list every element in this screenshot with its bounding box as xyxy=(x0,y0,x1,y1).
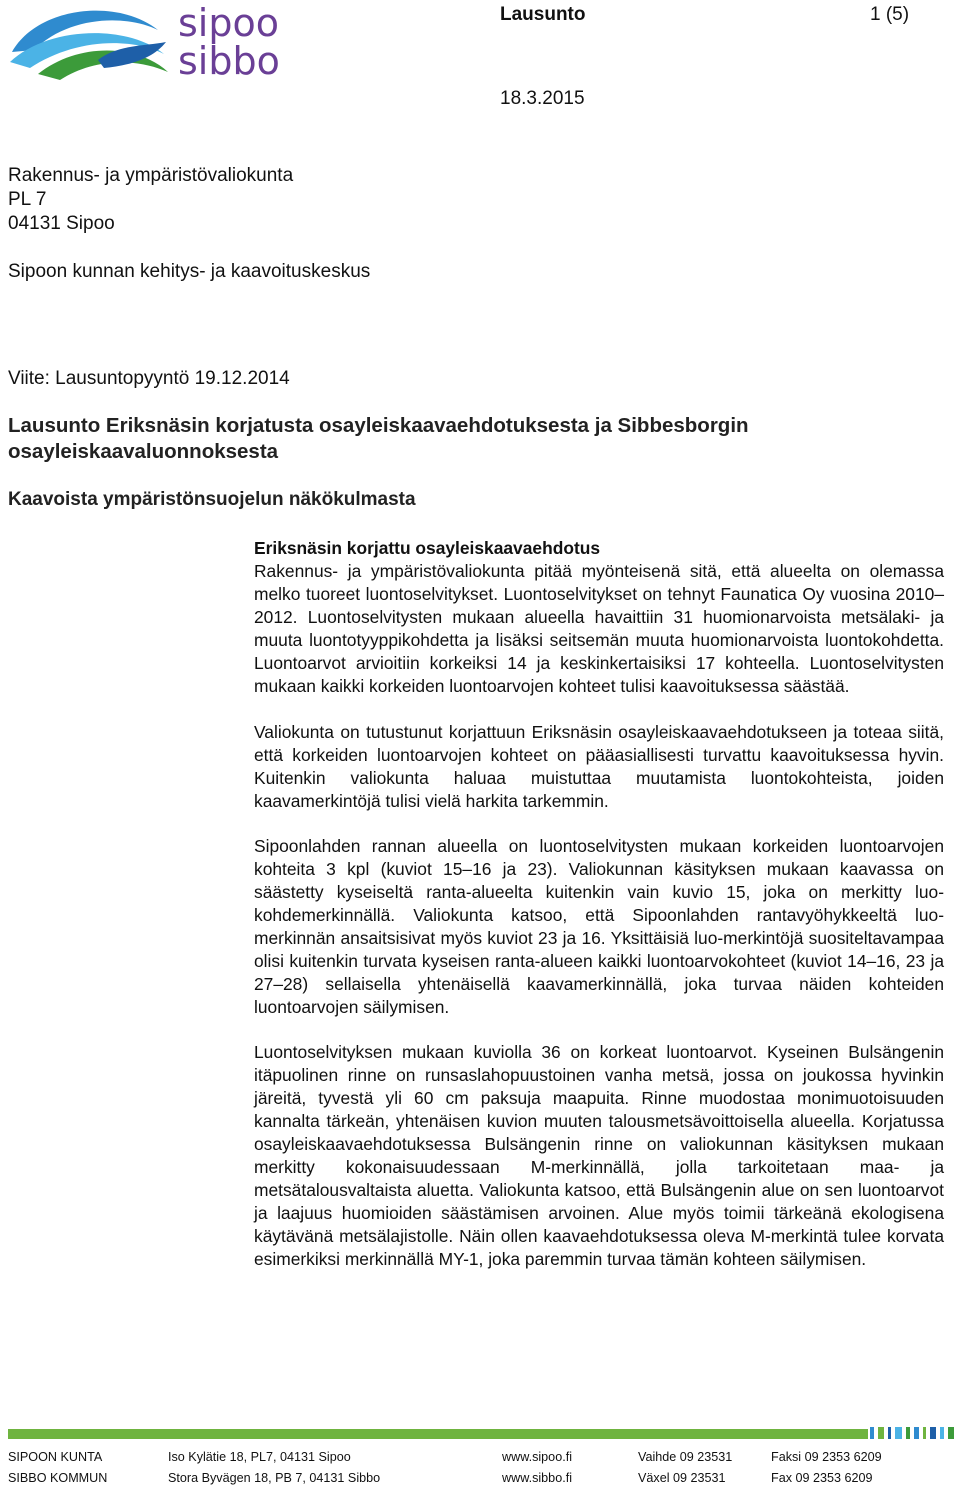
logo-wave-icon xyxy=(8,2,178,84)
recipient-po-box: PL 7 xyxy=(8,189,47,210)
document-title xyxy=(8,413,948,465)
footer-org-fi: SIPOON KUNTA xyxy=(8,1450,103,1464)
page-number: 1 (5) xyxy=(870,4,910,25)
paragraph-2: Valiokunta on tutustunut korjattuun Eriksnäsin osayleiskaavaehdotukseen ja toteaa siitä, että korkeiden luontoarvojen kohteet on pääasiallisesti turvattu kaavoituksessa hyvin. Kuitenkin valiokunta haluaa muistuttaa muutamista luontokohteista, joiden kaavamerkintöjä tulisi vielä harkita tarkemmin. xyxy=(254,722,944,811)
footer-address-fi: Iso Kylätie 18, PL7, 04131 Sipoo xyxy=(168,1450,351,1464)
footer-fax-sv: Fax 09 2353 6209 xyxy=(771,1471,873,1485)
footer-fax-fi: Faksi 09 2353 6209 xyxy=(771,1450,882,1464)
footer-stripe xyxy=(8,1426,954,1438)
section-body xyxy=(254,537,944,1271)
section-heading: Eriksnäsin korjattu osayleiskaavaehdotus xyxy=(254,538,601,558)
footer-phone-fi: Vaihde 09 23531 xyxy=(638,1450,733,1464)
footer-org-sv: SIBBO KOMMUN xyxy=(8,1471,108,1485)
footer-row-swedish xyxy=(8,1471,958,1489)
logo-text-sibbo: sibbo xyxy=(178,39,280,83)
title-line-1: Lausunto Eriksnäsin korjatusta osayleiskaavaehdotuksesta ja Sibbesborgin xyxy=(8,414,749,437)
recipient-unit: Sipoon kunnan kehitys- ja kaavoituskeskus xyxy=(8,261,371,282)
title-line-2: osayleiskaavaluonnoksesta xyxy=(8,440,279,463)
sipoo-sibbo-logo xyxy=(8,2,288,84)
footer-row-finnish xyxy=(8,1450,958,1468)
footer-web-fi[interactable]: www.sipoo.fi xyxy=(502,1450,572,1464)
paragraph-4: Luontoselvityksen mukaan kuviolla 36 on korkeat luontoarvot. Kyseinen Bulsängenin itäpuolinen rinne on runsaslahopuustoinen vanha metsä, jossa on joukossa hyvinkin järeitä, tyvestä yli 60 cm paksuja maapuita. Rinne muodostaa monimuotoisuuden kannalta tärkeän, yhtenäisen kuvion muuten talousmetsävoittoisella alueella. Korjatussa osayleiskaavaehdotuksessa Bulsängenin rinne on valiokunnan käsityksen mukaan merkitty kokonaisuudessaan M-merkinnällä, jolla tarkoitetaan maa- ja metsätalousvaltaista aluetta. Valiokunta katsoo, että Bulsängenin alue on sen luontoarvot ja laajuus huomioiden säästämisen arvoinen. Alue myös toimii tärkeänä ekologisena käytävänä metsälajistolle. Näin ollen kaavaehdotuksessa oleva M-merkintä tulee korvata esimerkiksi merkinnällä MY-1, joka paremmin turvaa tämän kohteen säilymisen. xyxy=(254,1042,944,1269)
logo-text-sipoo: sipoo xyxy=(178,1,279,45)
footer-web-sv[interactable]: www.sibbo.fi xyxy=(502,1471,572,1485)
document-subtitle: Kaavoista ympäristönsuojelun näkökulmasta xyxy=(8,489,416,510)
reference: Viite: Lausuntopyyntö 19.12.2014 xyxy=(8,368,290,389)
doc-date: 18.3.2015 xyxy=(500,88,585,109)
footer-phone-sv: Växel 09 23531 xyxy=(638,1471,726,1485)
recipient-postcode: 04131 Sipoo xyxy=(8,213,115,234)
doc-type: Lausunto xyxy=(500,4,586,25)
footer-address-sv: Stora Byvägen 18, PB 7, 04131 Sibbo xyxy=(168,1471,381,1485)
recipient-name: Rakennus- ja ympäristövaliokunta xyxy=(8,165,294,186)
paragraph-1: Rakennus- ja ympäristövaliokunta pitää myönteisenä sitä, että alueelta on olemassa melko tuoreet luontoselvitykset. Luontoselvitykset on tehnyt Faunatica Oy vuosina 2010–2012. Luontoselvitysten mukaan alueella havaittiin 31 huomionarvoista metsälaki- ja muuta luontotyyppikohdetta ja lisäksi seitsemän muuta huomionarvoista luontokohdetta. Luontoarvot arvioitiin korkeiksi 14 ja keskinkertaisiksi 17 kohteella. Luontoselvitysten mukaan kaikki korkeiden luontoarvojen kohteet tulisi kaavoituksessa säästää. xyxy=(254,561,944,696)
paragraph-3: Sipoonlahden rannan alueella on luontoselvitysten mukaan korkeiden luontoarvojen kohteita 3 kpl (kuviot 15–16 ja 23). Valiokunnan käsityksen mukaan kaavassa on säästetty kyseiseltä ranta-alueelta kuitenkin vain kuvio 15, joka on merkitty luo-kohdemerkinnällä. Valiokunta katsoo, että Sipoonlahden rantavyöhykkeeltä luo-merkinnän ansaitsisivat myös kuviot 23 ja 16. Yksittäisiä luo-merkintöjä suositeltavampaa olisi kuitenkin turvata kyseisen ranta-alueen kaikki luontoarvokohteet (kuviot 14–16, 23 ja 27–28) sellaisella yhtenäisellä kaavamerkinnällä, joka turvaa näiden kohteiden luontoarvojen säilymisen. xyxy=(254,836,944,1017)
